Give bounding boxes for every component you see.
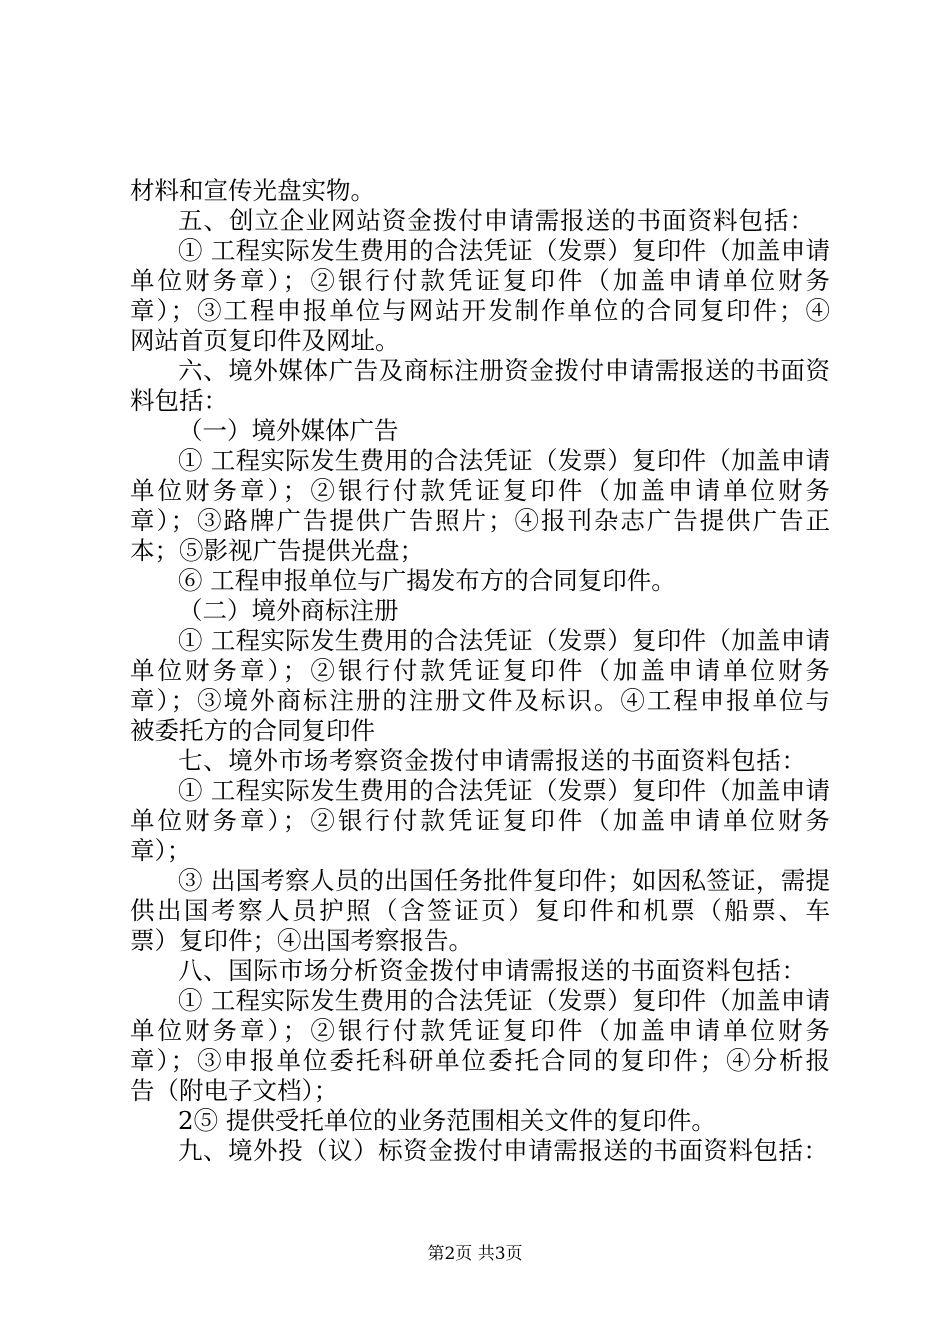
text-line: 料包括： xyxy=(130,386,228,415)
text-line: 单位财务章）；②银行付款凭证复印件（加盖申请单位财务 xyxy=(130,266,834,295)
text-line: （二）境外商标注册 xyxy=(178,596,399,625)
text-line: 单位财务章）；②银行付款凭证复印件（加盖申请单位财务 xyxy=(130,806,834,835)
text-line: 章）；③路牌广告提供广告照片；④报刊杂志广告提供广告正 xyxy=(130,506,832,535)
text-line: 本；⑤影视广告提供光盘； xyxy=(130,536,424,565)
text-line: 票）复印件；④出国考察报告。 xyxy=(130,926,473,955)
text-line: 网站首页复印件及网址。 xyxy=(130,326,400,355)
text-line: ① 工程实际发生费用的合法凭证（发票）复印件（加盖申请 xyxy=(178,446,831,475)
text-line: ⑥ 工程申报单位与广揭发布方的合同复印件。 xyxy=(178,566,676,595)
text-line: ③ 出国考察人员的出国任务批件复印件；如因私签证，需提 xyxy=(178,866,831,895)
text-line: ① 工程实际发生费用的合法凭证（发票）复印件（加盖申请 xyxy=(178,986,831,1015)
text-line: 单位财务章）；②银行付款凭证复印件（加盖申请单位财务 xyxy=(130,476,834,505)
text-line: 单位财务章）；②银行付款凭证复印件（加盖申请单位财务 xyxy=(130,1016,834,1045)
page-footer: 第2页 共3页 xyxy=(427,1244,523,1264)
text-line: 2⑤ 提供受托单位的业务范围相关文件的复印件。 xyxy=(178,1106,716,1135)
text-line: 章）；③境外商标注册的注册文件及标识。④工程申报单位与 xyxy=(130,686,832,715)
text-line: ① 工程实际发生费用的合法凭证（发票）复印件（加盖申请 xyxy=(178,236,831,265)
text-line: 七、境外市场考察资金拨付申请需报送的书面资料包括： xyxy=(178,746,807,775)
text-line: ① 工程实际发生费用的合法凭证（发票）复印件（加盖申请 xyxy=(178,776,831,805)
text-line: 章）； xyxy=(130,836,192,865)
text-line: 八、国际市场分析资金拨付申请需报送的书面资料包括： xyxy=(178,956,807,985)
text-line: 五、创立企业网站资金拨付申请需报送的书面资料包括： xyxy=(178,206,815,235)
text-line: 供出国考察人员护照（含签证页）复印件和机票（船票、车 xyxy=(130,896,833,925)
text-line: 六、境外媒体广告及商标注册资金拨付申请需报送的书面资 xyxy=(178,356,831,385)
text-line: 单位财务章）；②银行付款凭证复印件（加盖申请单位财务 xyxy=(130,656,834,685)
text-line: 九、境外投（议）标资金拨付申请需报送的书面资料包括： xyxy=(178,1136,829,1165)
text-line: 章）；③申报单位委托科研单位委托合同的复印件；④分析报 xyxy=(130,1046,832,1075)
text-line: ① 工程实际发生费用的合法凭证（发票）复印件（加盖申请 xyxy=(178,626,831,655)
text-line: （一）境外媒体广告 xyxy=(178,416,399,445)
text-line: 章）；③工程申报单位与网站开发制作单位的合同复印件；④ xyxy=(130,296,832,325)
text-line: 材料和宣传光盘实物。 xyxy=(130,176,375,205)
text-line: 告（附电子文档）； xyxy=(130,1076,339,1105)
text-line: 被委托方的合同复印件 xyxy=(130,716,375,745)
